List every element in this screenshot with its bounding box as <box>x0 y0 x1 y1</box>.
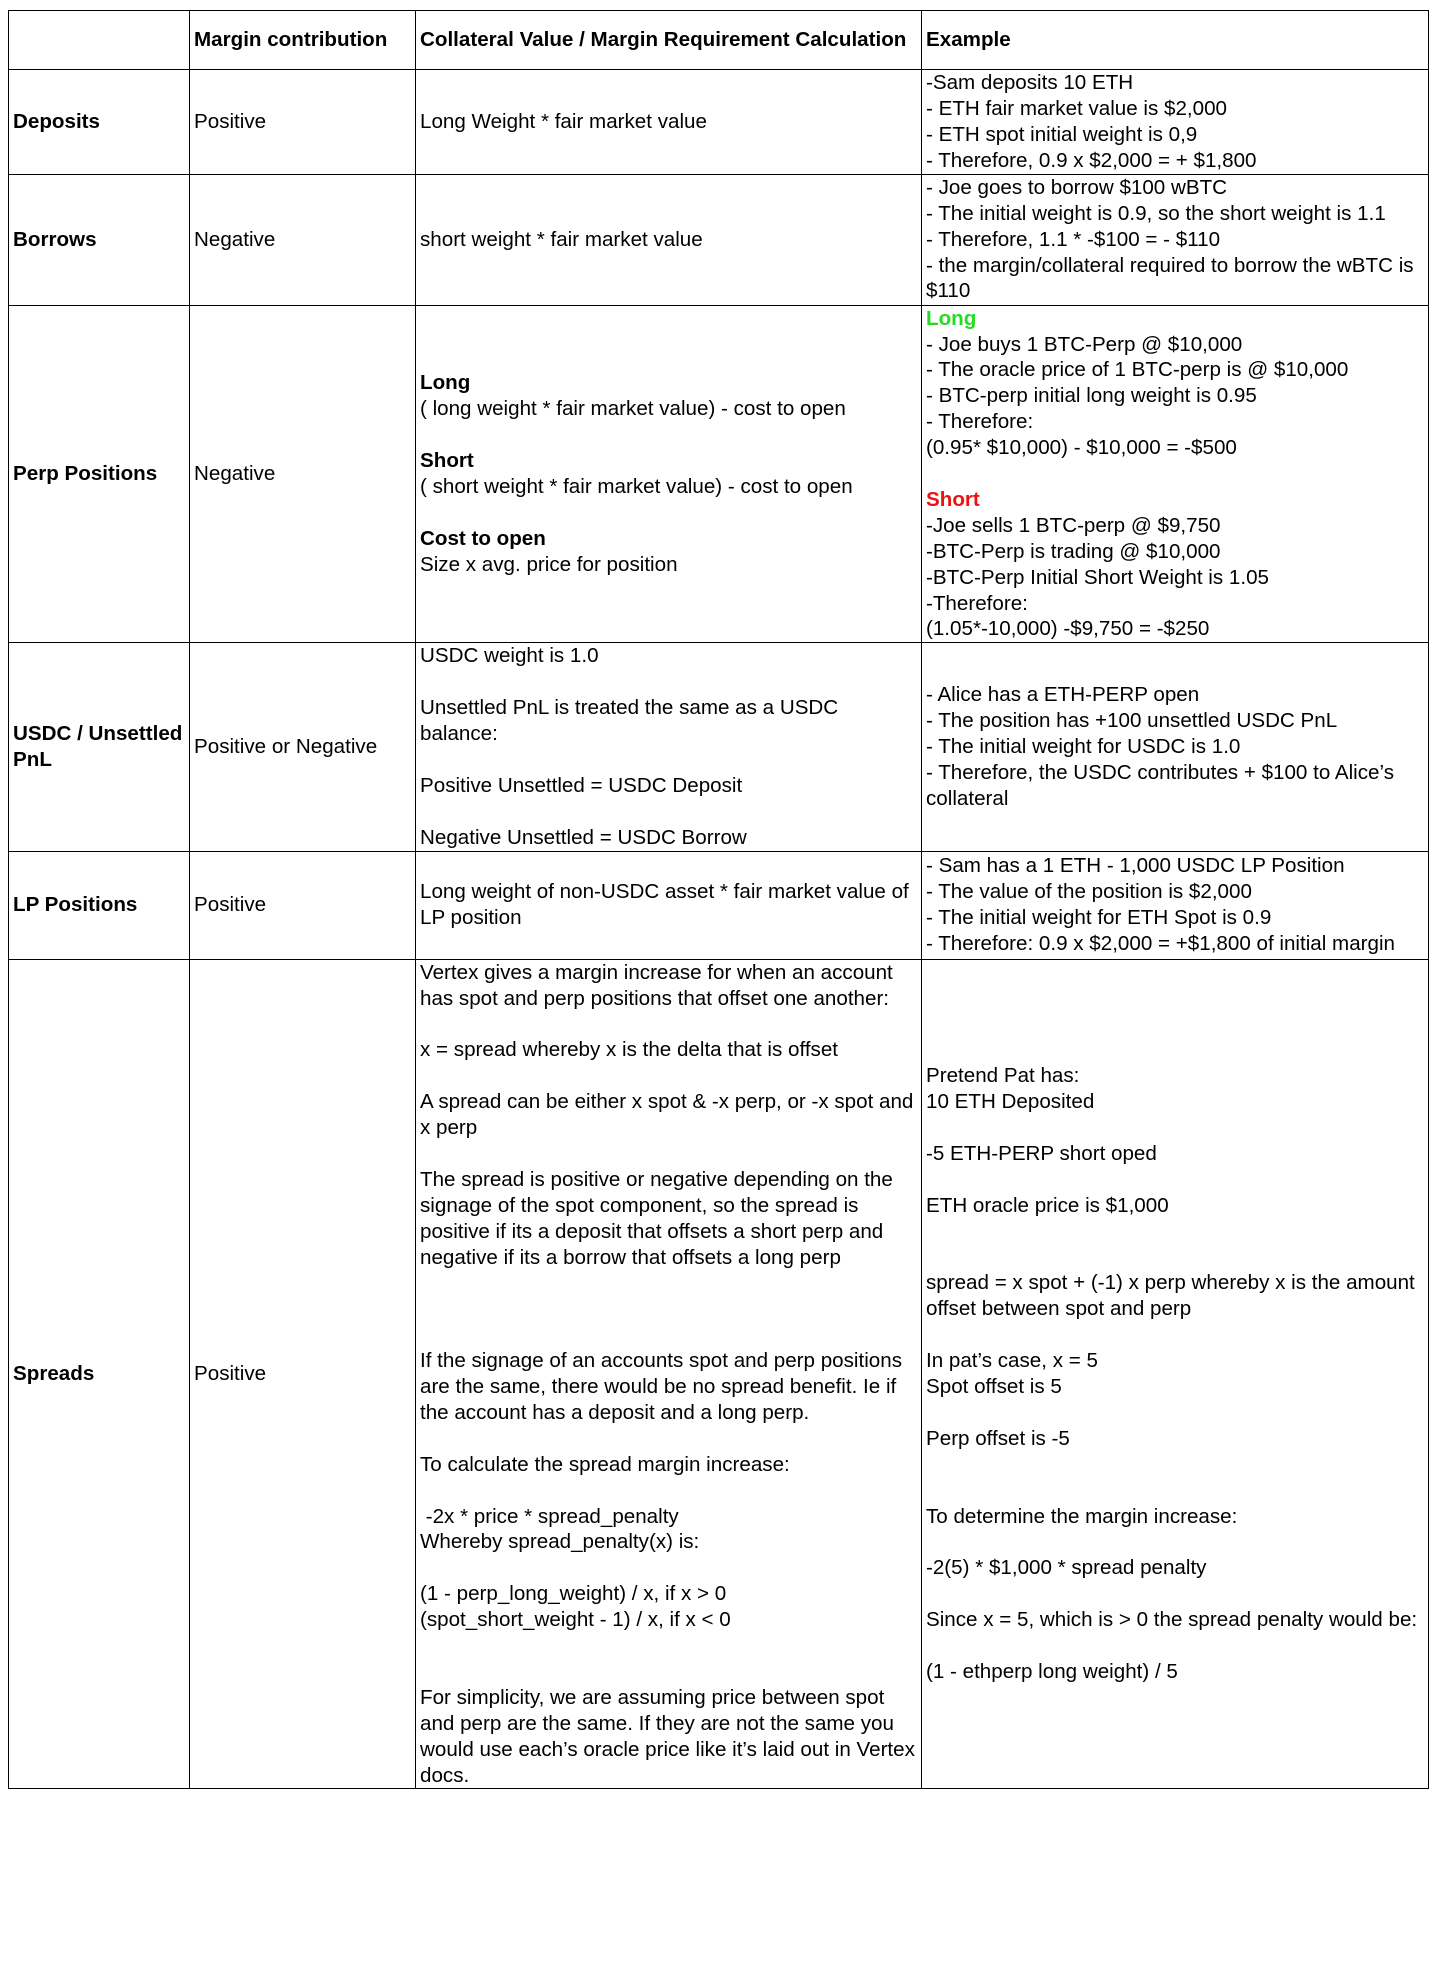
header-cell-calculation: Collateral Value / Margin Requirement Calculation <box>416 11 922 70</box>
header-cell-example: Example <box>922 11 1429 70</box>
calculation-subheading: Short <box>420 449 474 473</box>
table-row <box>9 174 1429 305</box>
example-line: - Sam has a 1 ETH - 1,000 USDC LP Position <box>926 854 1345 878</box>
blank-line <box>420 422 918 448</box>
example-subheading: Short <box>926 487 980 511</box>
example-line: - ETH fair market value is $2,000 <box>926 96 1228 120</box>
calculation-cell <box>416 174 922 305</box>
example-line: -Joe sells 1 BTC-perp @ $9,750 <box>926 513 1221 537</box>
calculation-cell <box>416 643 922 851</box>
calculation-line: Unsettled PnL is treated the same as a USDC balance: <box>420 696 844 746</box>
example-line: - The initial weight is 0.9, so the short weight is 1.1 <box>926 201 1386 225</box>
blank-line <box>420 669 918 695</box>
example-line: - Joe buys 1 BTC-Perp @ $10,000 <box>926 332 1243 356</box>
table-row <box>9 70 1429 175</box>
example-line: -Sam deposits 10 ETH <box>926 71 1134 94</box>
row-label: Perp Positions <box>9 305 190 643</box>
calculation-line: To calculate the spread margin increase: <box>420 1452 790 1476</box>
example-line: - Joe goes to borrow $100 wBTC <box>926 175 1228 199</box>
calculation-line: short weight * fair market value <box>420 227 703 251</box>
blank-line <box>420 1270 918 1296</box>
blank-line <box>926 1245 1425 1271</box>
blank-line <box>420 1633 918 1659</box>
example-line: spread = x spot + (-1) x perp whereby x is the amount offset between spot and perp <box>926 1271 1421 1321</box>
calculation-cell <box>416 959 922 1789</box>
blank-line <box>420 747 918 773</box>
row-label: Borrows <box>9 174 190 305</box>
margin-contribution-cell: Negative <box>190 305 416 643</box>
table-row <box>9 305 1429 643</box>
table-row <box>9 959 1429 1789</box>
calculation-line: -2x * price * spread_penalty <box>420 1504 679 1528</box>
blank-line <box>926 1452 1425 1478</box>
example-line: - ETH spot initial weight is 0,9 <box>926 122 1198 146</box>
table-row <box>9 851 1429 959</box>
blank-line <box>420 1659 918 1685</box>
example-line: Since x = 5, which is > 0 the spread penalty would be: <box>926 1608 1418 1632</box>
margin-contribution-cell: Positive or Negative <box>190 643 416 851</box>
calculation-line: Negative Unsettled = USDC Borrow <box>420 825 747 849</box>
example-line: To determine the margin increase: <box>926 1504 1238 1528</box>
calculation-line: USDC weight is 1.0 <box>420 644 599 668</box>
example-line: 10 ETH Deposited <box>926 1090 1095 1114</box>
calculation-line: For simplicity, we are assuming price between spot and perp are the same. If they are not the same you would use each’s oracle price like it’s laid out in Vertex docs. <box>420 1685 921 1787</box>
example-line: ETH oracle price is $1,000 <box>926 1193 1169 1217</box>
example-cell <box>922 959 1429 1789</box>
example-line: - The initial weight for USDC is 1.0 <box>926 735 1241 759</box>
row-label: Deposits <box>9 70 190 175</box>
calculation-line: Size x avg. price for position <box>420 552 678 576</box>
row-label: USDC / Unsettled PnL <box>9 643 190 851</box>
calculation-cell <box>416 851 922 959</box>
blank-line <box>926 1529 1425 1555</box>
blank-line <box>926 1581 1425 1607</box>
calculation-line: The spread is positive or negative depending on the signage of the spot component, so the spread is positive if its a deposit that offsets a short perp and negative if its a borrow that offsets a long perp <box>420 1167 899 1269</box>
example-line: - Therefore: 0.9 x $2,000 = +$1,800 of initial margin <box>926 932 1395 955</box>
example-cell <box>922 851 1429 959</box>
calculation-line: Vertex gives a margin increase for when an account has spot and perp positions that offset one another: <box>420 960 899 1010</box>
example-line: - Therefore, 1.1 * -$100 = - $110 <box>926 227 1221 251</box>
blank-line <box>926 1478 1425 1504</box>
example-line: - Therefore: <box>926 410 1034 434</box>
margin-contribution-cell: Positive <box>190 70 416 175</box>
blank-line <box>420 1063 918 1089</box>
calculation-line: ( short weight * fair market value) - cost to open <box>420 475 853 498</box>
calculation-line: Long weight of non-USDC asset * fair market value of LP position <box>420 880 915 930</box>
header-row <box>9 11 1429 70</box>
example-line: - The position has +100 unsettled USDC PnL <box>926 709 1338 733</box>
blank-line <box>420 1555 918 1581</box>
blank-line <box>420 1478 918 1504</box>
example-line: Pretend Pat has: <box>926 1064 1080 1088</box>
blank-line <box>420 1296 918 1322</box>
blank-line <box>420 799 918 825</box>
example-line: -BTC-Perp Initial Short Weight is 1.05 <box>926 565 1269 589</box>
example-line: - BTC-perp initial long weight is 0.95 <box>926 384 1257 408</box>
example-line: -5 ETH-PERP short oped <box>926 1141 1157 1165</box>
calculation-line: ( long weight * fair market value) - cost to open <box>420 397 846 421</box>
example-cell <box>922 174 1429 305</box>
calculation-line: (spot_short_weight - 1) / x, if x < 0 <box>420 1608 731 1632</box>
example-cell <box>922 70 1429 175</box>
calculation-line: A spread can be either x spot & -x perp, or -x spot and x perp <box>420 1090 920 1139</box>
blank-line <box>420 1011 918 1037</box>
table-body <box>9 70 1429 1789</box>
blank-line <box>926 1400 1425 1426</box>
example-cell <box>922 643 1429 851</box>
example-subheading: Long <box>926 306 977 330</box>
calculation-cell <box>416 305 922 643</box>
blank-line <box>420 500 918 526</box>
calculation-subheading: Long <box>420 371 471 395</box>
calculation-line: If the signage of an accounts spot and perp positions are the same, there would be no spread benefit. Ie if the account has a deposit and a long perp. <box>420 1349 908 1424</box>
row-label: LP Positions <box>9 851 190 959</box>
blank-line <box>926 1115 1425 1141</box>
row-label: Spreads <box>9 959 190 1789</box>
blank-line <box>926 1219 1425 1245</box>
example-line: -BTC-Perp is trading @ $10,000 <box>926 539 1221 563</box>
example-cell <box>922 305 1429 643</box>
blank-line <box>926 1167 1425 1193</box>
example-line: - The initial weight for ETH Spot is 0.9 <box>926 906 1272 930</box>
example-line: - The value of the position is $2,000 <box>926 880 1252 904</box>
margin-table <box>8 10 1429 1789</box>
blank-line <box>926 461 1425 487</box>
example-line: (1.05*-10,000) -$9,750 = -$250 <box>926 617 1210 641</box>
blank-line <box>420 1141 918 1167</box>
example-line: - Therefore, 0.9 x $2,000 = + $1,800 <box>926 148 1257 172</box>
blank-line <box>420 1322 918 1348</box>
calculation-line: (1 - perp_long_weight) / x, if x > 0 <box>420 1582 727 1606</box>
margin-contribution-cell: Positive <box>190 851 416 959</box>
calculation-line: x = spread whereby x is the delta that is offset <box>420 1038 839 1062</box>
example-line: - the margin/collateral required to borrow the wBTC is $110 <box>926 253 1420 303</box>
margin-contribution-cell: Positive <box>190 959 416 1789</box>
calculation-line: Long Weight * fair market value <box>420 109 707 133</box>
example-line: -Therefore: <box>926 591 1028 615</box>
example-line: Spot offset is 5 <box>926 1375 1062 1399</box>
calculation-subheading: Cost to open <box>420 526 546 550</box>
example-line: (1 - ethperp long weight) / 5 <box>926 1659 1178 1683</box>
calculation-cell <box>416 70 922 175</box>
blank-line <box>926 1633 1425 1659</box>
blank-line <box>926 1322 1425 1348</box>
blank-line <box>420 1426 918 1452</box>
example-line: - Alice has a ETH-PERP open <box>926 683 1200 707</box>
header-cell-empty <box>9 11 190 70</box>
example-line: In pat’s case, x = 5 <box>926 1349 1098 1373</box>
example-line: - The oracle price of 1 BTC-perp is @ $10,000 <box>926 358 1349 382</box>
calculation-line: Whereby spread_penalty(x) is: <box>420 1530 700 1554</box>
margin-contribution-cell: Negative <box>190 174 416 305</box>
example-line: -2(5) * $1,000 * spread penalty <box>926 1556 1207 1580</box>
table-row <box>9 643 1429 851</box>
example-line: (0.95* $10,000) - $10,000 = -$500 <box>926 436 1237 460</box>
example-line: Perp offset is -5 <box>926 1426 1070 1450</box>
header-cell-margin-contribution: Margin contribution <box>190 11 416 70</box>
example-line: - Therefore, the USDC contributes + $100 to Alice’s collateral <box>926 760 1400 810</box>
calculation-line: Positive Unsettled = USDC Deposit <box>420 773 743 797</box>
